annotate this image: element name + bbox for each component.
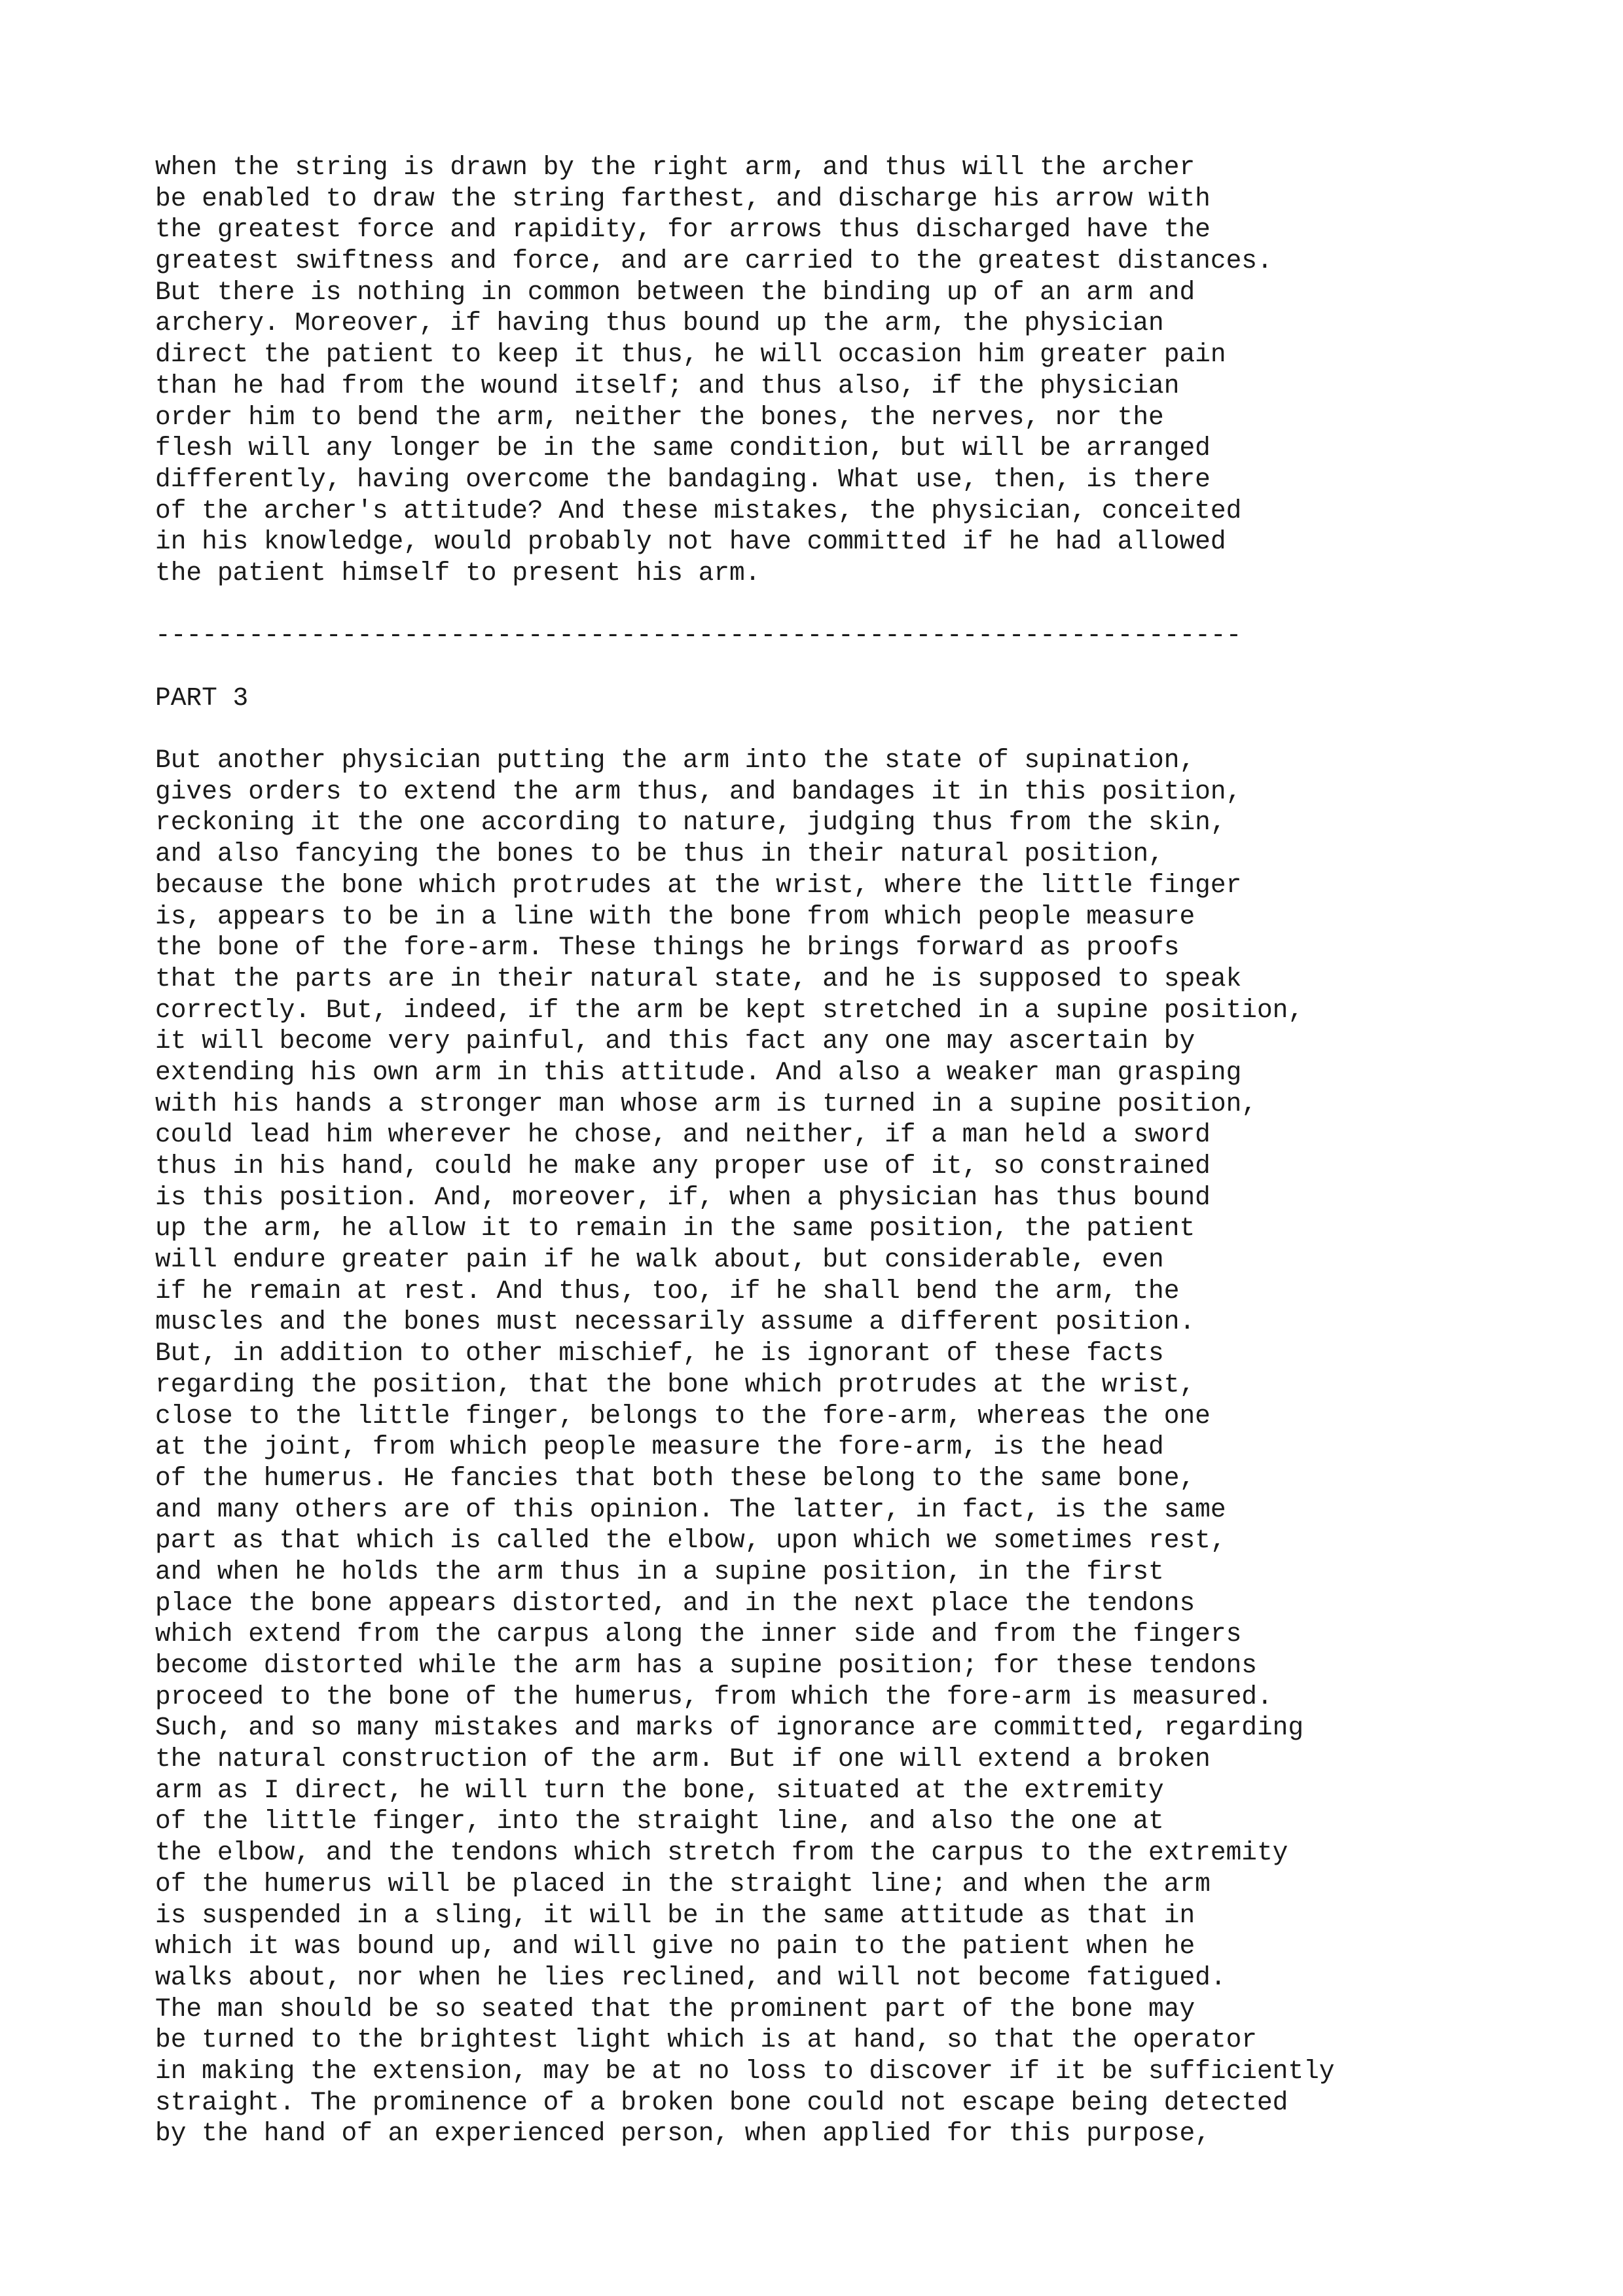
text-line: correctly. But, indeed, if the arm be kept stretched in a supine position, (155, 995, 1304, 1025)
text-line: arm as I direct, he will turn the bone, situated at the extremity (155, 1775, 1164, 1805)
text-line: be enabled to draw the string farthest, and discharge his arrow with (155, 183, 1211, 213)
text-line: that the parts are in their natural state, and he is supposed to speak (155, 963, 1242, 994)
text-line: place the bone appears distorted, and in the next place the tendons (155, 1588, 1195, 1618)
text-line: direct the patient to keep it thus, he will occasion him greater pain (155, 340, 1226, 370)
section-divider: ---------------------------------------------------------------------- (155, 620, 1242, 651)
text-line: differently, having overcome the bandaging. What use, then, is there (155, 464, 1211, 494)
paragraph-archer-attitude (155, 152, 1596, 589)
text-line: Such, and so many mistakes and marks of ignorance are committed, regarding (155, 1713, 1304, 1743)
text-line: than he had from the wound itself; and thus also, if the physician (155, 370, 1180, 401)
text-line: But another physician putting the arm into the state of supination, (155, 745, 1195, 776)
text-line: part as that which is called the elbow, upon which we sometimes rest, (155, 1526, 1226, 1556)
text-line: could lead him wherever he chose, and neither, if a man held a sword (155, 1120, 1211, 1150)
text-line: muscles and the bones must necessarily assume a different position. (155, 1307, 1195, 1337)
blank-line (155, 589, 1596, 620)
text-line: in his knowledge, would probably not have committed if he had allowed (155, 527, 1226, 557)
text-line: reckoning it the one according to nature, judging thus from the skin, (155, 808, 1226, 838)
text-line: thus in his hand, could he make any proper use of it, so constrained (155, 1151, 1211, 1181)
text-line: But there is nothing in common between the binding up of an arm and (155, 277, 1195, 307)
text-line: and when he holds the arm thus in a supine position, in the first (155, 1556, 1164, 1587)
text-line: with his hands a stronger man whose arm is turned in a supine position, (155, 1088, 1257, 1119)
text-line: the bone of the fore-arm. These things he brings forward as proofs (155, 933, 1180, 963)
text-line: of the humerus will be placed in the straight line; and when the arm (155, 1869, 1211, 1899)
text-line: order him to bend the arm, neither the bones, the nerves, nor the (155, 402, 1164, 432)
text-line: in making the extension, may be at no loss to discover if it be sufficiently (155, 2056, 1335, 2086)
paragraph-supination (155, 745, 1596, 2149)
blank-line (155, 651, 1596, 683)
text-line: gives orders to extend the arm thus, and bandages it in this position, (155, 776, 1242, 806)
text-line: become distorted while the arm has a supine position; for these tendons (155, 1651, 1257, 1680)
text-line: the greatest force and rapidity, for arrows thus discharged have the (155, 215, 1211, 245)
text-line: which it was bound up, and will give no pain to the patient when he (155, 1931, 1195, 1962)
text-line: The man should be so seated that the prominent part of the bone may (155, 1994, 1195, 2024)
text-line: straight. The prominence of a broken bone could not escape being detected (155, 2087, 1288, 2117)
text-line: greatest swiftness and force, and are carried to the greatest distances. (155, 246, 1273, 276)
text-line: and many others are of this opinion. The latter, in fact, is the same (155, 1494, 1226, 1524)
text-line: is suspended in a sling, it will be in the same attitude as that in (155, 1900, 1195, 1930)
text-line: be turned to the brightest light which is at hand, so that the operator (155, 2025, 1257, 2055)
text-line: if he remain at rest. And thus, too, if he shall bend the arm, the (155, 1276, 1180, 1306)
text-line: regarding the position, that the bone which protrudes at the wrist, (155, 1369, 1195, 1399)
text-line: close to the little finger, belongs to the fore-arm, whereas the one (155, 1401, 1211, 1431)
text-line: because the bone which protrudes at the wrist, where the little finger (155, 870, 1242, 900)
text-line: archery. Moreover, if having thus bound up the arm, the physician (155, 308, 1164, 338)
text-line: proceed to the bone of the humerus, from which the fore-arm is measured. (155, 1681, 1273, 1712)
text-line: extending his own arm in this attitude. And also a weaker man grasping (155, 1057, 1242, 1087)
text-line: is this position. And, moreover, if, when a physician has thus bound (155, 1182, 1211, 1212)
text-line: of the humerus. He fancies that both these belong to the same bone, (155, 1463, 1195, 1493)
text-line: at the joint, from which people measure the fore-arm, is the head (155, 1432, 1164, 1462)
text-line: of the archer's attitude? And these mistakes, the physician, conceited (155, 495, 1242, 526)
text-line: the patient himself to present his arm. (155, 558, 761, 588)
text-line: up the arm, he allow it to remain in the same position, the patient (155, 1213, 1195, 1244)
text-line: will endure greater pain if he walk about, but considerable, even (155, 1245, 1164, 1275)
text-line: walks about, nor when he lies reclined, and will not become fatigued. (155, 1962, 1226, 1992)
text-line: the natural construction of the arm. But if one will extend a broken (155, 1744, 1211, 1774)
text-line: it will become very painful, and this fact any one may ascertain by (155, 1026, 1195, 1056)
text-line: the elbow, and the tendons which stretch from the carpus to the extremity (155, 1838, 1288, 1868)
document-page (155, 152, 1596, 2149)
part-heading: PART 3 (155, 683, 249, 713)
text-line: when the string is drawn by the right arm, and thus will the archer (155, 152, 1195, 182)
blank-line (155, 713, 1596, 745)
text-line: of the little finger, into the straight line, and also the one at (155, 1806, 1164, 1837)
text-line: which extend from the carpus along the inner side and from the fingers (155, 1619, 1242, 1649)
text-line: But, in addition to other mischief, he is ignorant of these facts (155, 1338, 1164, 1369)
text-line: by the hand of an experienced person, when applied for this purpose, (155, 2119, 1211, 2149)
text-line: is, appears to be in a line with the bone from which people measure (155, 901, 1195, 931)
text-line: and also fancying the bones to be thus in their natural position, (155, 839, 1164, 869)
text-line: flesh will any longer be in the same condition, but will be arranged (155, 433, 1211, 463)
